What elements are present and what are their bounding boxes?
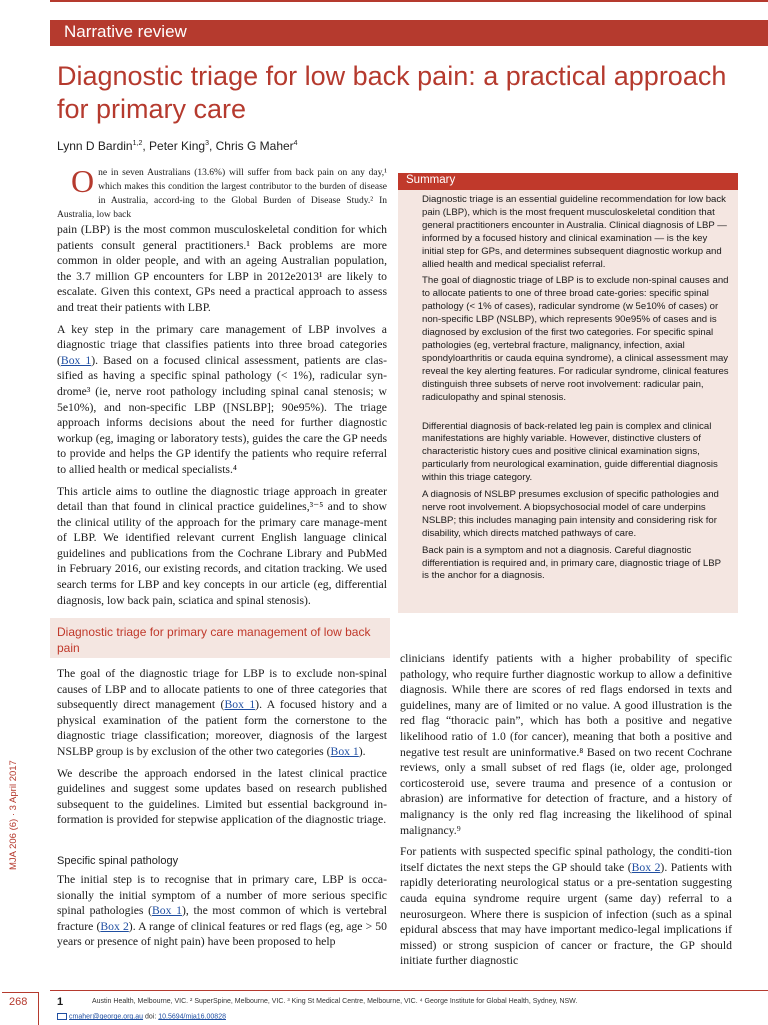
box-2-link[interactable]: Box 2 bbox=[631, 860, 661, 874]
body-paragraph: For patients with suspected specific spinal pathology, the conditi-tion itself dictates the next steps the GP should take (Box 2). Patients with rapidly deteriorating neurological status or a pre-sentation suggesting cauda equina syndrome require urgent (same day) referral to a neurosurgeon. Where there is suspicion of infection (such as a spinal epidural abscess that may have important medico-legal implications if missed) or strong suspicion of cancer or fracture, the GP should initiate further diagnostic bbox=[400, 845, 733, 968]
summary-title: Summary bbox=[406, 174, 456, 186]
section-body bbox=[57, 666, 387, 834]
body-paragraph: The initial step is to recognise that in primary care, LBP is occa-sionally the initial symptom of a number of more serious specific spinal pathologies (Box 1), the most common of which is vertebral fracture (Box 2). A range of clinical features or red flags (eg, age > 50 years or presence of night pain) have been proposed to help bbox=[57, 873, 387, 949]
lead-column bbox=[57, 163, 387, 614]
author-name: Chris G Maher bbox=[215, 139, 294, 153]
body-paragraph: A key step in the primary care management of LBP involves a diagnostic triage that classifies patients into three broad categories (Box 1). Based on a focused clinical assessment, patients are clas-sified as having a specific spinal pathology (< 1%), radicular syn-drome³ (ie, nerve root pathology including spinal canal stenosis; w 5e10%), and non-specific LBP ([NSLBP]; 90e95%). The triage approach informs decisions about the need for further diagnostic workup (eg, imaging or laboratory tests), guides the care the GP needs to provide and helps the GP identify the patients who require referral to allied health or medical specialists.⁴ bbox=[57, 322, 387, 476]
author-affiliation: 1,2 bbox=[132, 140, 143, 147]
summary-paragraph: The goal of diagnostic triage of LBP is to exclude non-spinal causes and to allocate patients to one of three broad cate-gories: specific spinal pathology (< 1% of cases), radicular syndrome (w 5e10% of cases) or non-specific LBP (NSLBP), which represents 90e95% of cases and is diagnosed by exclusion of the first two categories. For specific spinal pathologies (eg, vertebral fracture, malignancy, infection, axial spondyloarthritis or cauda equina syndrome), a clinical assessment may reveal the key alerting features. For radicular syndrome, clinical features distinguish three subsets of nerve root involvement: radicular pain, radiculopathy and spinal stenosis. bbox=[422, 275, 729, 403]
section-type-label: Narrative review bbox=[64, 22, 187, 41]
author-affiliation: 4 bbox=[293, 140, 298, 147]
summary-paragraph: Diagnostic triage is an essential guideline recommendation for low back pain (LBP), which is the most frequent musculoskeletal condition that general practitioners encounter in Australia. Clinical diagnosis of LBP — informed by a focused history and clinical examination — is the key initial step for GPs, and determines subsequent diagnostic workup and allied health and medical specialist referral. bbox=[422, 194, 727, 270]
summary-paragraph: Back pain is a symptom and not a diagnosis. Careful diagnostic differentiation is required and, in primary care, diagnostic triage of LBP is the anchor for a diagnosis. bbox=[422, 544, 721, 582]
author-affiliation: 3 bbox=[205, 140, 209, 147]
top-rule bbox=[50, 0, 768, 2]
author-name: Lynn D Bardin bbox=[57, 139, 133, 153]
footnote-rule bbox=[50, 990, 768, 991]
box-1-link[interactable]: Box 1 bbox=[152, 904, 183, 918]
section-heading: Diagnostic triage for primary care management of low back pain bbox=[57, 625, 371, 655]
lead-paragraph: pain (LBP) is the most common musculoskeletal condition for which patients consult general practitioners.¹ Back problems are more common in older people, and with an ageing Australian population, the 3.7 million GP encounters for LBP in 2012e2013¹ are likely to escalate. Given this context, GPs need a practical approach to assess and treat their patients with LBP. bbox=[57, 223, 387, 314]
footnote-number: 1 bbox=[57, 996, 64, 1008]
lead-intro-text: ne in seven Australians (13.6%) will suffer from back pain on any day,¹ which makes this condition the largest contributor to the burden of disease in Australia, accord-ing to the Global Burden of Disease Study.² In Australia, low back bbox=[57, 168, 387, 220]
email-icon bbox=[57, 1013, 67, 1020]
body-paragraph: We describe the approach endorsed in the latest clinical practice guidelines and suggest some updates based on research published subsequent to the guidelines. Limited but essential background in-formation is provided for stepwise application of the diagnostic triage. bbox=[57, 766, 387, 827]
box-1-link[interactable]: Box 1 bbox=[330, 744, 359, 758]
author-list: Lynn D Bardin$^{1,2}$, Peter King$^3$, Chris G Maher$^4$ bbox=[57, 139, 298, 153]
page-number: 268 bbox=[9, 996, 28, 1008]
doi-label: doi: bbox=[145, 1013, 157, 1021]
affiliations-footnote: Austin Health, Melbourne, VIC. ² SuperSpine, Melbourne, VIC. ³ King St Medical Centre, Melbourne, VIC. ⁴ George Institute for Global Health, Sydney, NSW. bbox=[92, 998, 578, 1005]
subsection-body bbox=[57, 872, 387, 956]
right-column bbox=[400, 651, 732, 975]
box-1-link[interactable]: Box 1 bbox=[60, 353, 92, 367]
subsection-heading: Specific spinal pathology bbox=[57, 855, 179, 867]
lead-intro bbox=[57, 163, 387, 222]
drop-cap: O bbox=[71, 163, 95, 199]
box-1-link[interactable]: Box 1 bbox=[224, 698, 256, 712]
doi-link[interactable]: 10.5694/mja16.00828 bbox=[158, 1013, 226, 1021]
journal-issue-label: MJA 206 (6) · 3 April 2017 bbox=[8, 760, 19, 870]
article-title: Diagnostic triage for low back pain: a practical approach for primary care bbox=[57, 61, 727, 124]
body-paragraph: The goal of the diagnostic triage for LBP is to exclude non-spinal causes of LBP and to allocate patients to one of three categories that subsequently direct management (Box 1). A focused history and a physical examination of the patient form the cornerstone to the diagnostic triage classification; moreover, diagnosis of the largest NSLBP group is by exclusion of the other two categories (Box 1). bbox=[57, 667, 387, 758]
summary-paragraph: A diagnosis of NSLBP presumes exclusion of specific pathologies and nerve root involvement. A biopsychosocial model of care underpins NSLBP; this includes managing pain intensity and considering risk for disability, which directs matched pathways of care. bbox=[422, 489, 719, 539]
summary-paragraph: Differential diagnosis of back-related leg pain is complex and clinical manifestations are highly variable. However, distinctive clusters of characteristic history cues and positive clinical examination signs, particularly from neurological examination, guide differential diagnosis within this triage category. bbox=[422, 420, 718, 484]
body-paragraph: clinicians identify patients with a higher probability of specific pathology, who require further diagnostic workup to allow a definitive diagnosis. While there are scores of red flags endorsed in texts and guidelines, many are of limited or no value. A good illustration is the red flag “thoracic pain”, which has both a positive and negative likelihood ratio of 1.0 (for cancer), meaning that both a positive and negative test result are uninformative.⁸ Based on two recent Cochrane reviews, only a small subset of red flags (ie, older age, prolonged corticosteroid use, severe trauma and presence of a contusion or abrasion) are informative for detection of fracture, and a history of malignancy is the only red flag increasing the likelihood of spinal malignancy.⁹ bbox=[400, 652, 732, 837]
contact-footnote bbox=[57, 1013, 226, 1020]
summary-body bbox=[422, 194, 730, 587]
email-link[interactable]: cmaher@george.org.au bbox=[69, 1013, 144, 1021]
body-paragraph: This article aims to outline the diagnostic triage approach in greater detail than that found in clinical practice guidelines,³⁻⁵ and to show the clinical utility of the approach for the primary care manage-ment of LBP. We identified relevant current English language clinical guidelines and publications from the Cochrane Library and PubMed in February 2016, our existing records, and citation tracking. We used search terms for LBP and key concepts in our article (eg, differential diagnosis, low back pain, sciatica and spinal stenosis). bbox=[57, 484, 387, 607]
author-name: Peter King bbox=[149, 139, 206, 153]
box-2-link[interactable]: Box 2 bbox=[100, 919, 129, 933]
